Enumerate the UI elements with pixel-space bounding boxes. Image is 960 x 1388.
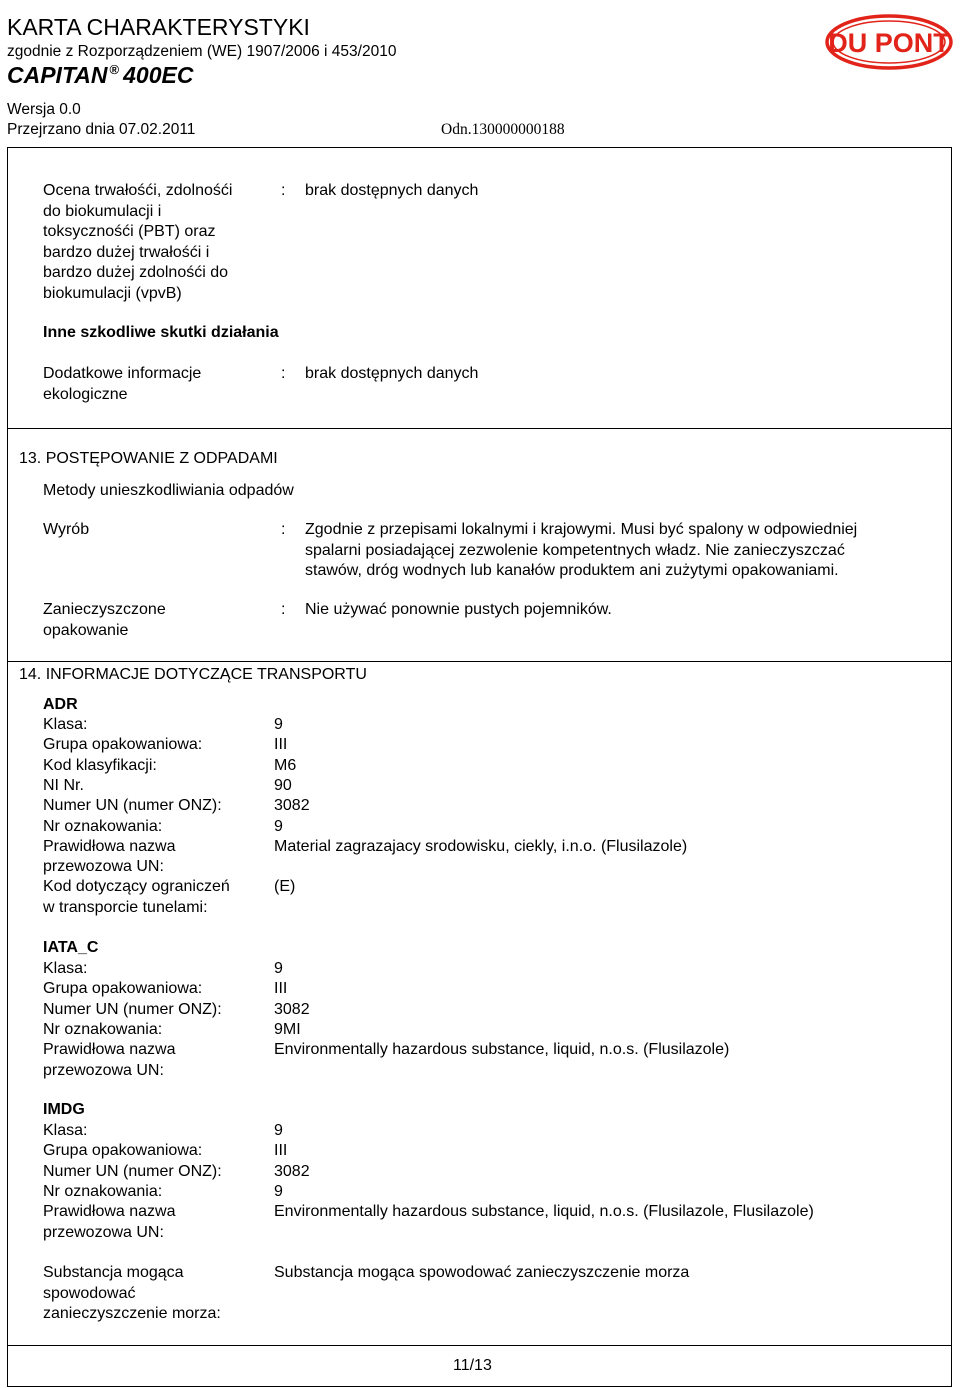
text-line: spowodować — [43, 1284, 136, 1302]
other-effects-heading: Inne szkodliwe skutki działania — [43, 324, 279, 341]
packaging-disposal-value: Nie używać ponownie pustych pojemników. — [305, 601, 612, 618]
text-line: bardzo dużej zdolnośći do — [43, 264, 229, 281]
imdg-heading: IMDG — [43, 1101, 85, 1118]
colon-separator: : — [281, 521, 286, 538]
imdg-row-value: III — [274, 1142, 288, 1160]
text-line: Kod klasyfikacji: — [43, 756, 157, 774]
imdg-row-label — [43, 1141, 202, 1162]
adr-row-label — [43, 735, 202, 756]
adr-row-label — [43, 877, 230, 918]
adr-row-label — [43, 837, 176, 878]
imdg-row-label — [43, 1182, 162, 1203]
adr-row-value: (E) — [274, 878, 296, 896]
iata-row-label — [43, 1000, 222, 1021]
text-line: w transporcie tunelami: — [43, 898, 208, 916]
iata-row-value: III — [274, 980, 288, 998]
text-line: Nr oznakowania: — [43, 1020, 163, 1038]
iata-row-value: 9 — [274, 960, 283, 977]
iata-heading: IATA_C — [43, 939, 99, 956]
text-line: Zanieczyszczone — [43, 601, 166, 618]
text-line: Prawidłowa nazwa — [43, 1041, 176, 1059]
imdg-row-label — [43, 1202, 176, 1243]
product-disposal-label: Wyrób — [43, 521, 90, 538]
text-line: Numer UN (numer ONZ): — [43, 1162, 222, 1180]
version-label: Wersja 0.0 — [7, 101, 81, 118]
disposal-methods-subheading: Metody unieszkodliwiania odpadów — [43, 482, 294, 499]
packaging-disposal-label — [43, 600, 166, 641]
additional-ecological-info-value: brak dostępnych danych — [305, 365, 479, 382]
text-line: NI Nr. — [43, 776, 84, 794]
imdg-row-value: 9 — [274, 1122, 283, 1139]
dupont-logo-icon — [825, 14, 953, 70]
adr-row-label — [43, 817, 162, 838]
text-line: Grupa opakowaniowa: — [43, 1142, 203, 1160]
text-line: Prawidłowa nazwa — [43, 837, 176, 855]
colon-separator: : — [281, 601, 286, 618]
registered-mark: ® — [109, 62, 120, 78]
pbt-assessment-label — [43, 181, 232, 304]
text-line: przewozowa UN: — [43, 1061, 164, 1079]
iata-row-value: 9MI — [274, 1020, 301, 1038]
text-line: Prawidłowa nazwa — [43, 1203, 176, 1221]
imdg-row-value: Substancja mogąca spowodować zanieczyszczenie morza — [274, 1264, 690, 1282]
colon-separator: : — [281, 182, 286, 199]
product-name — [7, 62, 193, 89]
imdg-row-value: 9 — [274, 1182, 283, 1200]
adr-row-value: III — [274, 736, 288, 754]
text-line: Substancja mogąca — [43, 1264, 184, 1282]
footer-divider — [8, 1345, 951, 1346]
section-14-heading: 14. INFORMACJE DOTYCZĄCE TRANSPORTU — [19, 666, 367, 683]
adr-row-label — [43, 756, 157, 777]
document-header — [7, 0, 952, 148]
product-disposal-value — [305, 520, 857, 582]
text-line: przewozowa UN: — [43, 1223, 164, 1241]
text-line: Numer UN (numer ONZ): — [43, 797, 222, 815]
product-code: 400EC — [123, 62, 194, 88]
text-line: opakowanie — [43, 621, 129, 639]
text-line: Dodatkowe informacje — [43, 365, 202, 382]
text-line: Numer UN (numer ONZ): — [43, 1000, 222, 1018]
additional-ecological-info-label — [43, 364, 201, 405]
imdg-row-value: 3082 — [274, 1162, 310, 1180]
iata-row-value: Environmentally hazardous substance, liquid, n.o.s. (Flusilazole) — [274, 1041, 730, 1059]
colon-separator: : — [281, 365, 286, 382]
text-line: stawów, dróg wodnych lub kanałów produktem ani zużytymi opakowaniami. — [305, 562, 839, 579]
text-line: do biokumulacji i — [43, 202, 162, 220]
text-line: Klasa: — [43, 1122, 88, 1139]
document-title: KARTA CHARAKTERYSTYKI — [7, 14, 310, 40]
text-line: bardzo dużej trwałośći i — [43, 243, 210, 261]
iata-row-label — [43, 979, 202, 1000]
logo-text: DU PONT — [828, 28, 950, 58]
adr-row-value: Material zagrazajacy srodowisku, ciekly, i.n.o. (Flusilazole) — [274, 837, 688, 855]
imdg-row-label — [43, 1121, 87, 1142]
order-number: Odn.130000000188 — [441, 121, 565, 138]
regulation-reference: zgodnie z Rozporządzeniem (WE) 1907/2006 i 453/2010 — [7, 43, 397, 60]
pbt-assessment-value: brak dostępnych danych — [305, 182, 479, 199]
section-divider — [8, 661, 951, 662]
section-13-heading: 13. POSTĘPOWANIE Z ODPADAMI — [19, 450, 278, 467]
adr-heading: ADR — [43, 696, 78, 713]
iata-row-label — [43, 1020, 162, 1041]
text-line: Klasa: — [43, 716, 88, 733]
iata-row-label — [43, 959, 87, 980]
revision-date: Przejrzano dnia 07.02.2011 — [7, 121, 196, 138]
imdg-row-value: Environmentally hazardous substance, liquid, n.o.s. (Flusilazole, Flusilazole) — [274, 1203, 814, 1221]
text-line: spalarni posiadającej zezwolenie kompetentnych władz. Nie zanieczyszczać — [305, 541, 845, 559]
text-line: przewozowa UN: — [43, 858, 164, 876]
adr-row-label — [43, 796, 222, 817]
adr-row-label — [43, 776, 84, 797]
text-line: Grupa opakowaniowa: — [43, 736, 203, 754]
adr-row-value: 9 — [274, 716, 283, 733]
text-line: Nr oznakowania: — [43, 817, 163, 835]
text-line: Ocena trwałośći, zdolnośći — [43, 182, 233, 199]
page-number: 11/13 — [453, 1357, 492, 1374]
text-line: biokumulacji (vpvB) — [43, 284, 182, 302]
section-divider — [8, 428, 951, 429]
product-name-text: CAPITAN — [7, 62, 108, 88]
adr-row-label — [43, 715, 87, 736]
text-line: Klasa: — [43, 960, 88, 977]
content-frame — [7, 147, 952, 1387]
text-line: ekologiczne — [43, 385, 128, 403]
text-line: Zgodnie z przepisami lokalnymi i krajowymi. Musi być spalony w odpowiedniej — [305, 521, 858, 538]
text-line: Grupa opakowaniowa: — [43, 980, 203, 998]
iata-row-label — [43, 1040, 176, 1081]
text-line: zanieczyszczenie morza: — [43, 1305, 221, 1323]
text-line: toksycznośći (PBT) oraz — [43, 223, 216, 240]
iata-row-value: 3082 — [274, 1000, 310, 1018]
adr-row-value: M6 — [274, 756, 297, 774]
imdg-row-label — [43, 1263, 221, 1325]
adr-row-value: 3082 — [274, 797, 310, 815]
text-line: Kod dotyczący ograniczeń — [43, 878, 230, 896]
adr-row-value: 90 — [274, 776, 292, 794]
adr-row-value: 9 — [274, 817, 283, 835]
imdg-row-label — [43, 1162, 222, 1183]
text-line: Nr oznakowania: — [43, 1182, 163, 1200]
